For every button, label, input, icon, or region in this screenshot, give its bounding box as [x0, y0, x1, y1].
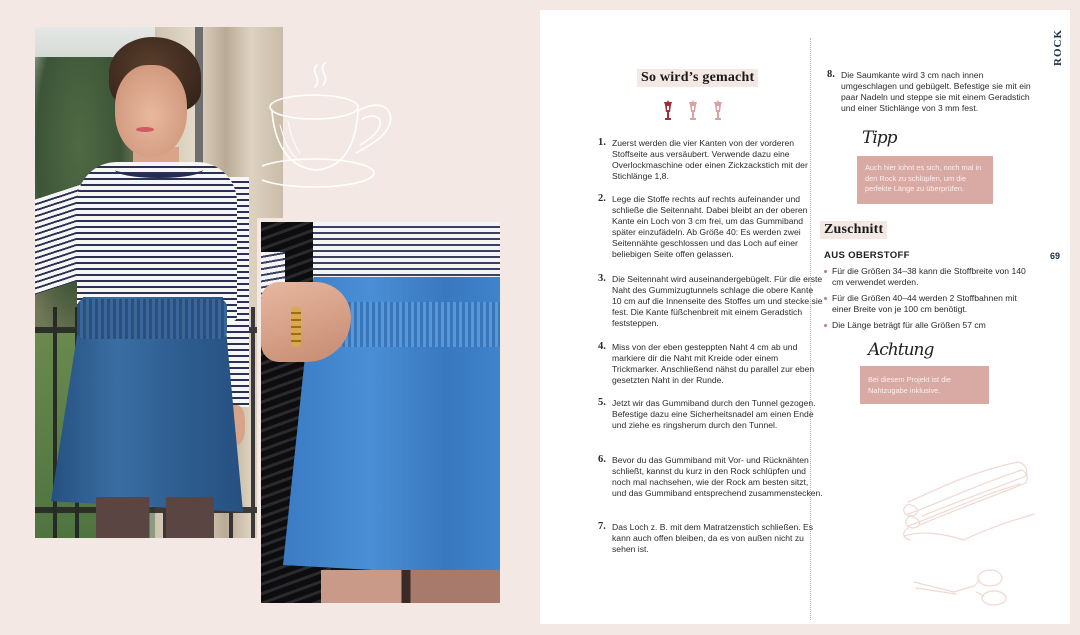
step-text: Lege die Stoffe rechts auf rechts aufeinander und schließe die Seitennaht. Dabei bleibt an der oberen Kante ein Loch von 3 cm frei, um das Gummiband später einzufädeln. Ab Größe 40: Es werden zwei Seitennähte geschlossen und das Loch auf einer beliebigen Seite offen gelassen. [612, 194, 808, 260]
step-number: 4. [598, 341, 606, 352]
tip-box [857, 156, 993, 204]
photo-model-full-body [35, 27, 283, 538]
lantern-icon-filled [662, 100, 674, 120]
section-title-instructions: So wird’s gemacht [637, 69, 758, 87]
step-number: 1. [598, 137, 606, 148]
cutting-list [824, 266, 1034, 335]
step-number: 8. [827, 69, 835, 80]
coffee-cup-illustration [262, 55, 402, 195]
step-3 [598, 274, 824, 329]
step-1 [598, 138, 824, 182]
step-7 [598, 522, 824, 555]
step-text: Miss von der eben gesteppten Naht 4 cm ab und markiere dir die Naht mit Kreide oder einem Trickmarker. Anschließend nähst du parallel zur eben gesetzten Naht in der Runde. [612, 342, 815, 386]
warning-text: Bei diesem Projekt ist die Nahtzugabe inklusive. [868, 375, 951, 395]
step-number: 2. [598, 193, 606, 204]
difficulty-rating [662, 100, 724, 120]
list-item: Für die Größen 34–38 kann die Stoffbreite von 140 cm verwendet werden. [824, 266, 1034, 289]
lantern-icon-light [712, 100, 724, 120]
lantern-icon-light [687, 100, 699, 120]
step-text: Bevor du das Gummiband mit Vor- und Rücknähten schließt, kannst du kurz in den Rock schlüpfen und noch mal nachsehen, wie der Rock am besten sitzt, und das Gummiband entsprechend zusammenstecken. [612, 455, 823, 499]
warning-script-label: Achtung [868, 340, 934, 360]
step-text: Das Loch z. B. mit dem Matratzenstich schließen. Es kann auch offen bleiben, da es von außen nicht zu sehen ist. [612, 522, 814, 555]
step-5 [598, 398, 824, 431]
step-number: 5. [598, 397, 606, 408]
warning-box [860, 366, 989, 404]
step-text: Jetzt wir das Gummiband durch den Tunnel gezogen. Befestige dazu eine Sicherheitsnadel am einen Ende und ziehe es ringsherum durch den Tunnel. [612, 398, 816, 431]
step-number: 7. [598, 521, 606, 532]
tip-script-label: Tipp [862, 128, 897, 148]
step-text: Die Seitennaht wird auseinandergebügelt. Für die erste Naht des Gummizugtunnels schlage die obere Kante 10 cm auf die Innenseite des Stoffes um und stecke sie fest. Die Kante füßchenbreit mit einem Geradstich feststeppen. [612, 274, 823, 329]
step-4 [598, 342, 824, 386]
step-2 [598, 194, 824, 261]
step-text: Die Saumkante wird 3 cm nach innen umgeschlagen und gebügelt. Befestige sie mit ein paar Nadeln und steppe sie mit einem Geradstich und einer Stichlänge von 3 mm fest. [841, 70, 1031, 114]
tip-text: Auch hier lohnt es sich, noch mal in den Rock zu schlüpfen, um die perfekte Länge zu überprüfen. [865, 163, 982, 194]
step-text: Zuerst werden die vier Kanten von der vorderen Stoffseite aus versäubert. Verwende dazu eine Overlockmaschine oder einen Zickzackstich mit der Stichlänge 1,8. [612, 138, 808, 182]
section-title-cutting: Zuschnitt [820, 221, 887, 239]
cutting-subhead: AUS OBERSTOFF [824, 250, 910, 261]
step-number: 6. [598, 454, 606, 465]
step-number: 3. [598, 273, 606, 284]
list-item: Für die Größen 40–44 werden 2 Stoffbahnen mit einer Breite von je 100 cm benötigt. [824, 293, 1034, 316]
step-8 [827, 70, 1041, 114]
fabric-scissors-illustration [898, 452, 1038, 612]
list-item: Die Länge beträgt für alle Größen 57 cm [824, 320, 1034, 331]
photo-waistband-closeup [261, 222, 500, 603]
step-6 [598, 455, 824, 499]
running-head: ROCK [1052, 29, 1064, 67]
page-number: 69 [1050, 251, 1061, 261]
